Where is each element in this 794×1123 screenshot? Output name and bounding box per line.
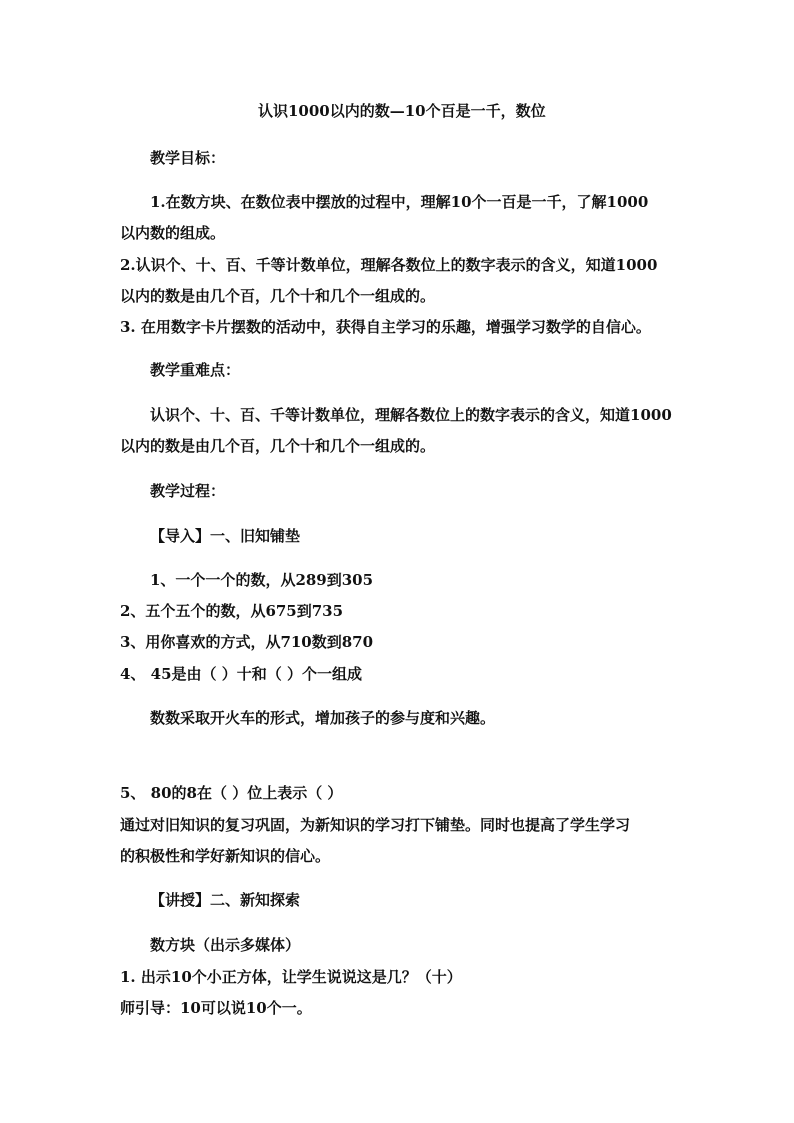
intro-item-5: 5、 80的8在（ ）位上表示（ ） bbox=[120, 784, 343, 802]
step-1: 1. 出示10个小正方体，让学生说说这是几？（十） bbox=[120, 968, 462, 986]
intro-item-2: 2、五个五个的数，从675到735 bbox=[120, 602, 344, 620]
intro-item-4: 4、 45是由（ ）十和（ ）个一组成 bbox=[120, 665, 362, 683]
goal-2-line-1: 2.认识个、十、百、千等计数单位，理解各数位上的数字表示的含义，知道1000 bbox=[120, 256, 658, 274]
goal-1-line-1: 1.在数方块、在数位表中摆放的过程中，理解10个一百是一千，了解1000 bbox=[150, 193, 649, 211]
intro-item-3: 3、用你喜欢的方式，从710数到870 bbox=[120, 633, 374, 651]
intro-note-1: 数数采取开火车的形式，增加孩子的参与度和兴趣。 bbox=[150, 709, 496, 727]
goal-2-line-2: 以内的数是由几个百，几个十和几个一组成的。 bbox=[120, 287, 436, 305]
guide-1: 师引导：10可以说10个一。 bbox=[120, 999, 312, 1017]
intro-heading: 【导入】一、旧知铺垫 bbox=[150, 527, 301, 545]
key-heading: 教学重难点： bbox=[150, 361, 241, 379]
teach-heading: 【讲授】二、新知探索 bbox=[150, 891, 301, 909]
intro-note-2-line-2: 的积极性和学好新知识的信心。 bbox=[120, 847, 331, 865]
goals-heading: 教学目标： bbox=[150, 149, 226, 167]
intro-note-2-line-1: 通过对旧知识的复习巩固，为新知识的学习打下铺垫。同时也提高了学生学习 bbox=[120, 816, 631, 834]
key-line-2: 以内的数是由几个百，几个十和几个一组成的。 bbox=[120, 437, 436, 455]
document-title: 认识1000以内的数—10个百是一千，数位 bbox=[258, 102, 546, 120]
intro-item-1: 1、一个一个的数，从289到305 bbox=[150, 571, 374, 589]
blocks-heading: 数方块（出示多媒体） bbox=[150, 936, 301, 954]
process-heading: 教学过程： bbox=[150, 482, 226, 500]
goal-1-line-2: 以内数的组成。 bbox=[120, 224, 226, 242]
goal-3: 3. 在用数字卡片摆数的活动中，获得自主学习的乐趣，增强学习数学的自信心。 bbox=[120, 318, 651, 336]
key-line-1: 认识个、十、百、千等计数单位，理解各数位上的数字表示的含义，知道1000 bbox=[150, 406, 672, 424]
